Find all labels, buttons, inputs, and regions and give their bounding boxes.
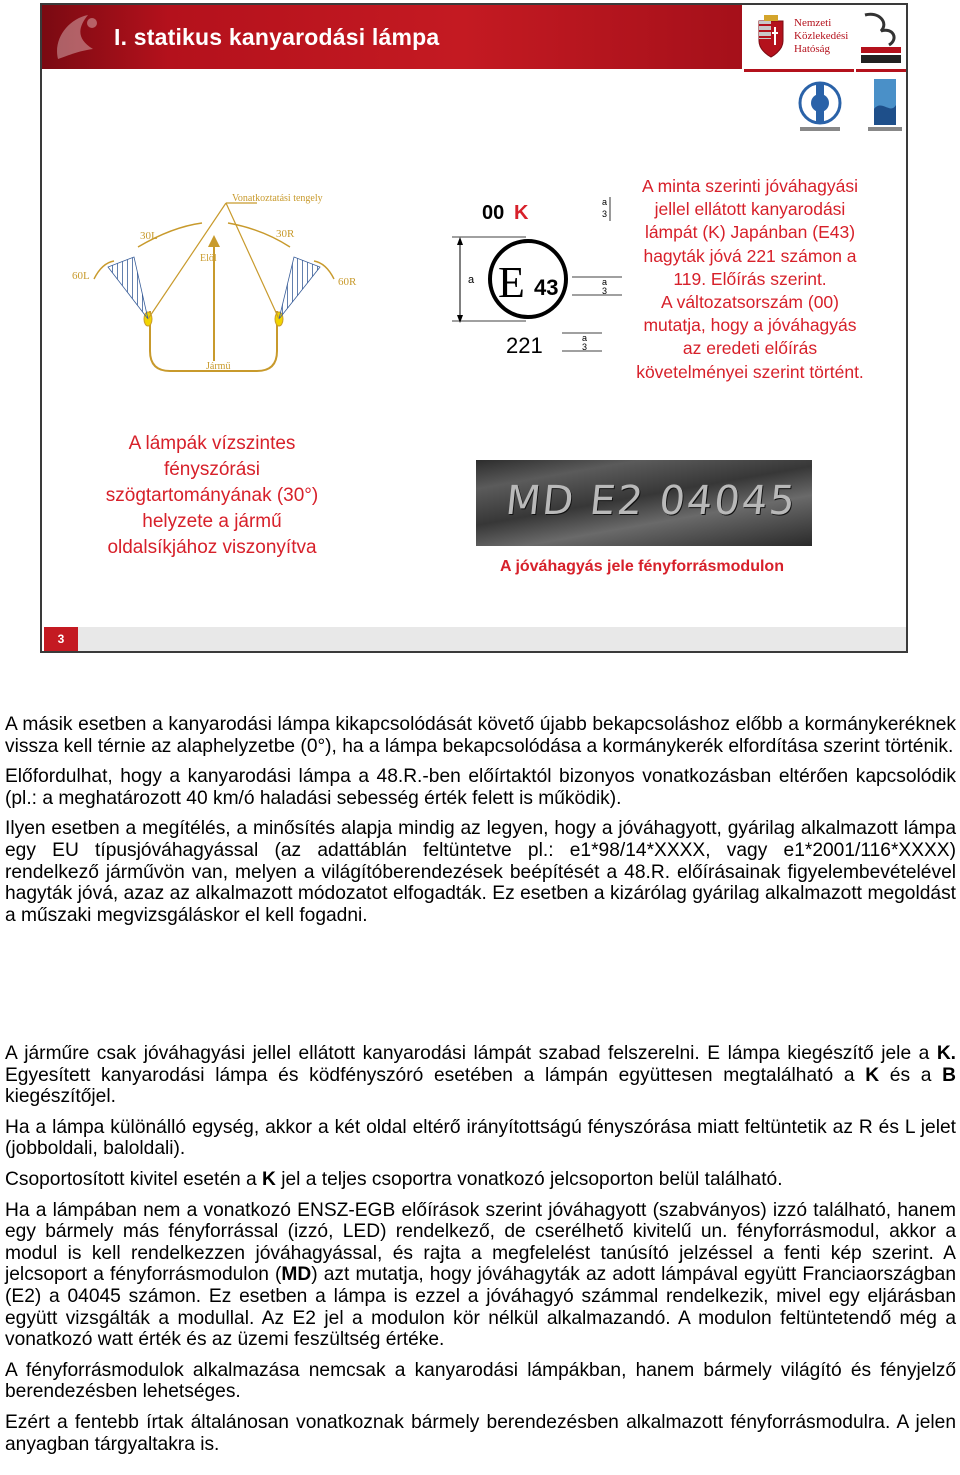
bold-run: MD xyxy=(281,1264,312,1286)
axis-label: Vonatkoztatási tengely xyxy=(232,193,323,204)
angle-explanation: A lámpák vízszintes fényszórási szögtartományának (30°) helyzete a jármű oldalsíkjához viszonyítva xyxy=(105,433,319,558)
bme-emblem-icon xyxy=(859,9,903,65)
presentation-slide xyxy=(40,3,908,653)
text-run: A fényforrásmodulok alkalmazása nemcsak a kanyarodási lámpákban, hanem bármely világító és fényjelző berendezésben lehetséges. xyxy=(5,1359,956,1403)
approval-number: 221 xyxy=(506,333,543,358)
nkh-logo xyxy=(744,5,854,72)
slide-header xyxy=(42,5,742,69)
text-run: A járműre csak jóváhagyási jellel ellátott kanyarodási lámpát szabad felszerelni. E lámpa kiegészítő jele a xyxy=(5,1043,937,1064)
series-number: 00 xyxy=(482,202,505,224)
country-code: 43 xyxy=(534,275,559,300)
text-run: Ezért a fentebb írtak általánosan vonatkoznak bármely berendezésben alkalmazott fényforrásmodulra. A jelen anyagban tárgyaltakra is. xyxy=(5,1411,956,1455)
text-run: kiegészítőjel. xyxy=(5,1086,116,1108)
svg-text:3: 3 xyxy=(602,286,608,296)
paragraph xyxy=(5,1412,956,1455)
bold-run: B xyxy=(942,1064,956,1086)
paragraph xyxy=(5,1169,956,1191)
photo-caption: A jóváhagyás jele fényforrásmodulon xyxy=(500,558,784,575)
dim-a: a xyxy=(468,274,475,286)
label-60r: 60R xyxy=(338,276,357,288)
svg-text:a: a xyxy=(602,197,608,207)
bold-run: K xyxy=(865,1064,880,1086)
bme-logo xyxy=(856,5,906,72)
text-run: Csoportosított kivitel esetén a xyxy=(5,1168,263,1190)
text-block-1 xyxy=(5,714,956,926)
slide-footer-bar xyxy=(78,627,906,651)
text-run: jel a teljes csoportra vonatkozó jelcsoporton belül található. xyxy=(275,1168,783,1190)
approval-mark-diagram xyxy=(422,191,622,361)
text-run: Ha a lámpában nem a vonatkozó ENSZ-EGB előírások szerint jóváhagyott (szabványos) izzó található, hanem egy bármely más fényforrással (izzó, LED) rendelkező, de cserélhető kivitelű un. fényforrásmodul, akkor a modul is kell rendelkezzen jóváhagyással, és rajta a megfelelést tanúsító jelzéssel a fenti kép szerint. A jelcsoport a fényforrásmodulon ( xyxy=(5,1199,956,1286)
bold-run: K. xyxy=(936,1043,956,1064)
szie-logos xyxy=(794,69,904,137)
label-60l: 60L xyxy=(72,270,90,282)
approval-explanation: A minta szerinti jóváhagyási jellel ellátott kanyarodási lámpát (K) Japánban (E43) hagyták jóvá 221 számon a 119. Előírás szerint. A változatsorszám (00) mutatja, hogy a jóváhagyás az eredeti előírás követelményei szerint történt. xyxy=(636,176,864,382)
k-letter: K xyxy=(514,202,529,224)
paragraph xyxy=(5,1043,956,1108)
text-run: ) azt mutatja, hogy jóváhagyták az adott lámpával együtt Franciaországban (E2) a 04045 számon. Ez esetben a lámpa is ezzel a jóváhagyó számmal rendelkezik, mivel egy eljárásban együtt vizsgálták a modullal. Az E2 jel a modulon kör nélkül alkalmazandó. A modulon feltüntetendő még a vonatkozó watt érték és az üzemi feszültség értéke. xyxy=(5,1264,956,1351)
text-block-2 xyxy=(5,1043,956,1455)
label-30r: 30R xyxy=(276,228,295,240)
light-angle-diagram xyxy=(52,181,372,381)
text-run: és a xyxy=(879,1064,943,1086)
svg-text:a: a xyxy=(582,333,588,343)
text-run: Ha a lámpa különálló egység, akkor a két oldal eltérő irányítottságú fényszórása miatt feltüntetik az R és L jelet (jobboldali, baloldali). xyxy=(5,1116,956,1160)
paragraph xyxy=(5,1360,956,1403)
photo-mark-text: MD E2 04045 xyxy=(503,478,800,524)
paragraph: Előfordulhat, hogy a kanyarodási lámpa a 48.R.-ben előírtaktól bizonyos vonatkozásban eltérően kapcsolódik (pl.: a meghatározott 40 km/ó haladási sebesség érték felett is működik). xyxy=(5,766,956,809)
paragraph: A másik esetben a kanyarodási lámpa kikapcsolódását követő újabb bekapcsoláshoz előbb a kormánykeréknek vissza kell térnie az alaphelyzetbe (0°), ha a lámpa bekapcsolódása a kormánykerék elfordítása szerint történik. xyxy=(5,714,956,757)
svg-text:a: a xyxy=(602,277,608,287)
text-run: Egyesített kanyarodási lámpa és ködfényszóró esetében a lámpán együttesen megtalálható a xyxy=(5,1064,866,1086)
paragraph xyxy=(5,1200,956,1351)
front-label: Elöl xyxy=(200,253,217,264)
vehicle-label: Jármű xyxy=(206,361,231,372)
paragraph xyxy=(5,1117,956,1160)
slide-title: I. statikus kanyarodási lámpa xyxy=(114,24,440,50)
paragraph: Ilyen esetben a megítélés, a minősítés alapja mindig az legyen, hogy a jóváhagyott, gyárilag alkalmazott lámpa egy EU típusjóváhagyással (az adattáblán feltüntetve pl.: e1*98/14*XXXX, vagy e1*2001/116*XXXX) rendelkező járművön van, melyen a világítóberendezések beépítését a 48.R. előírásainak figyelembevételével hagyták jóvá, azaz az alkalmazott módozatot elfogadták. Ez esetben a kizárólag gyárilag alkalmazott megoldást a műszaki megvizsgáláskor el kell fogadni. xyxy=(5,818,956,926)
e-letter: E xyxy=(498,258,525,307)
coat-of-arms-icon xyxy=(756,15,786,59)
bold-run: K xyxy=(262,1168,276,1190)
svg-text:3: 3 xyxy=(602,209,608,219)
slide-page-number: 3 xyxy=(44,627,78,651)
label-30l: 30L xyxy=(140,230,158,242)
module-photo xyxy=(476,460,812,546)
svg-text:3: 3 xyxy=(582,342,588,352)
nkh-logo-text: Nemzeti Közlekedési Hatóság xyxy=(794,17,849,55)
ornament-icon xyxy=(48,9,108,65)
